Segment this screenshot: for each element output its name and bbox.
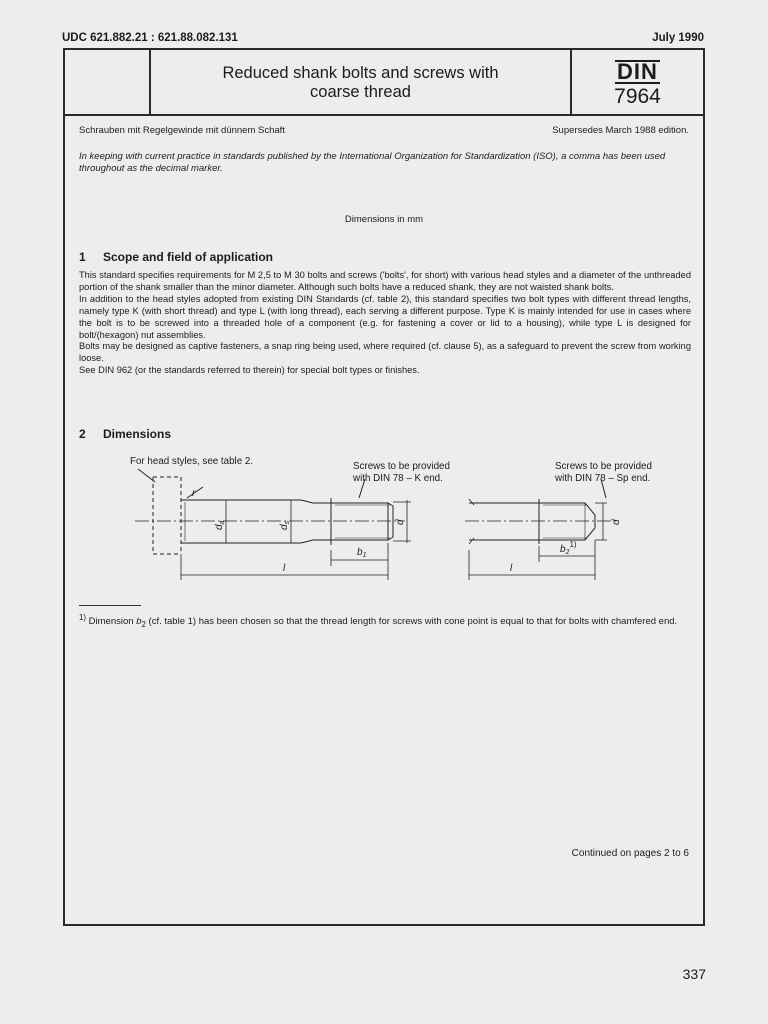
dim-b2-symbol: b: [560, 544, 566, 555]
german-title: Schrauben mit Regelgewinde mit dünnem Schaft: [79, 125, 285, 136]
supersedes-note: Supersedes March 1988 edition.: [552, 125, 689, 136]
bolt-head-outline: [153, 477, 181, 554]
footnote-marker: 1): [79, 613, 87, 622]
k-end-label-line-2: with DIN 78 – K end.: [353, 473, 443, 484]
k-end-label-line-1: Screws to be provided: [353, 461, 450, 472]
page-number: 337: [682, 966, 706, 982]
title-line-1: Reduced shank bolts and screws with: [222, 64, 499, 82]
scope-paragraph: This standard specifies requirements for M 2,5 to M 30 bolts and screws ('bolts', for short) with various head styles and a diameter of the unthreaded portion of the shank smaller than the minor diameter. Although such bolts have a reduced shank, they are not waisted shank bolts.: [79, 270, 691, 292]
dim-d-right: d: [611, 519, 622, 525]
bolt-dimension-drawing: [65, 50, 703, 650]
dim-ds-subscript: s: [284, 520, 291, 525]
scope-paragraph: Bolts may be designed as captive fasteners, a snap ring being used, where required (cf. clause 5), as a safeguard to prevent the screw from working loose.: [79, 341, 691, 364]
continued-note: Continued on pages 2 to 6: [571, 848, 689, 859]
iso-decimal-note: In keeping with current practice in standards published by the International Organization for Standardization (ISO), a comma has been used throughout as the decimal marker.: [79, 151, 666, 174]
sp-end-label-line-1: Screws to be provided: [555, 461, 652, 472]
dim-b2-footnote-ref: 1): [569, 540, 577, 549]
footnote: [79, 612, 693, 631]
head-styles-label: For head styles, see table 2.: [130, 456, 254, 467]
standard-frame: [63, 48, 705, 926]
section-1-title: Scope and field of application: [103, 250, 274, 264]
scope-paragraph: See DIN 962 (or the standards referred to therein) for special bolt types or finishes.: [79, 365, 420, 376]
din-number: 7964: [614, 85, 661, 108]
udc-classification: UDC 621.882.21 : 621.88.082.131: [62, 32, 238, 44]
footnote-text-after: (cf. table 1) has been chosen so that the thread length for screws with cone point is equal to that for bolts with chamfered end.: [148, 616, 678, 628]
dim-l-right: l: [510, 563, 513, 574]
dim-ds-symbol: d: [279, 524, 290, 530]
section-1-number: 1: [79, 250, 86, 264]
right-bolt-body: [469, 499, 595, 544]
dim-b1-symbol: b: [357, 547, 363, 558]
sp-end-leader: [601, 479, 606, 498]
publication-date: July 1990: [652, 32, 704, 44]
dim-l-left: l: [283, 563, 286, 574]
dim-b1: [357, 547, 367, 559]
right-dimensions: [469, 503, 607, 580]
dim-d-left: d: [395, 519, 406, 525]
dimensions-unit-note: Dimensions in mm: [344, 214, 424, 225]
footnote-symbol: b: [136, 616, 142, 628]
scope-paragraph: In addition to the head styles adopted from existing DIN Standards (cf. table 2), this standard specifies two bolt types with different thread lengths, namely type K (with short thread) and type L (with long thread), each serving a different purpose. Type K is mainly intended for use in cases where the bolt is to be screwed into a threaded hole of a component (e.g. for fastening a cover or lid to a housing), while type L is designed for bolt/(hexagon) nut assemblies.: [79, 293, 691, 340]
dim-b2: [560, 540, 577, 556]
footnote-rule: [79, 605, 141, 606]
section-2-number: 2: [79, 427, 86, 441]
section-2-title: Dimensions: [103, 427, 172, 441]
dim-da: [214, 520, 226, 530]
head-style-leader: [138, 469, 155, 482]
dim-r: r: [192, 488, 196, 499]
k-end-leader: [359, 479, 365, 498]
title-line-2: coarse thread: [310, 83, 411, 101]
dim-b2-subscript: 2: [565, 549, 570, 556]
dim-da-subscript: a: [219, 520, 226, 525]
footnote-symbol-subscript: 2: [141, 620, 146, 630]
sp-end-label-line-2: with DIN 78 – Sp end.: [555, 473, 651, 484]
footnote-text-before: Dimension: [88, 616, 134, 628]
din-logo-text: DIN: [617, 59, 658, 84]
dim-b1-subscript: 1: [362, 552, 367, 559]
dim-ds: [279, 520, 291, 530]
dim-da-symbol: d: [214, 524, 225, 530]
